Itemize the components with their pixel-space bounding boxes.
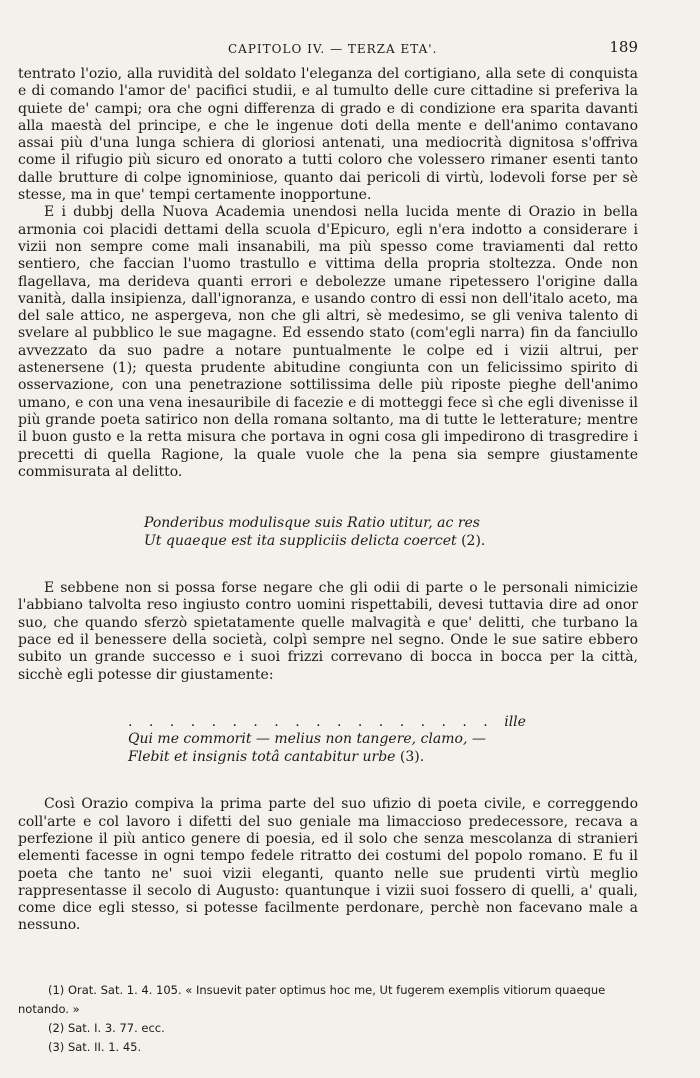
footnote-text: Orat. Sat. 1. 4. 105. « Insuevit pater optimus hoc me, Ut fugerem exemplis vitiorum quaeque notando. » [18, 982, 606, 1016]
paragraph-1: tentrato l'ozio, alla ruvidità del soldato l'eleganza del cortigiano, alla sete di conquista e di comando l'amor de' pacifici studii, e al tumulto delle cure cittadine si preferiva la quiete de' campi; ora che ogni differenza di grado e di condizione era sparita davanti alla maestà del principe, e che le ingenue doti della mente e dell'animo contavano assai più d'una lunga schiera di gloriosi antenati, una mediocrità dignitosa s'offriva come il rifugio più sicuro ed onorato a tutti coloro che volessero rimaner esenti tanto dalle brutture di colpe ignominiose, quanto dai pericoli di virtù, lodevoli forse per sè stesse, ma in que' tempi certamente inopportune. [18, 66, 638, 204]
paragraph-3: E sebbene non si possa forse negare che gli odii di parte o le personali nimicizie l'abbiano talvolta reso ingiusto contro uomini rispettabili, devesi tuttavia dire ad onor suo, che quando sferzò spietatamente quelle malvagità e que' delitti, che turbano la pace ed il benessere della società, colpì sempre nel segno. Onde le sue satire ebbero subito un grande successo e i suoi frizzi correvano di bocca in bocca per la città, sicchè egli potesse dir giustamente: [18, 580, 638, 683]
verse-quote-2 [128, 714, 638, 767]
paragraph-4: Così Orazio compiva la prima parte del suo ufizio di poeta civile, e correggendo coll'arte e col lavoro i difetti del suo geniale ma limaccioso predecessore, recava a perfezione il più antico genere di poesia, ed il solo che senza mescolanza di stranieri elementi facesse in ogni tempo fedele ritratto dei costumi del popolo romano. E fu il poeta che tanto ne' suoi vizii eleganti, quanto nelle sue prudenti virtù meglio rappresentasse il secolo di Augusto: quantunque i vizii suoi fossero di quelli, a' quali, come dice egli stesso, si potesse facilmente perdonare, perchè non facevano male a nessuno. [18, 796, 638, 934]
footnote [18, 1019, 638, 1038]
verse-line: Qui me commorit — melius non tangere, clamo, — [128, 731, 486, 748]
running-head: CAPITOLO IV. — TERZA ETA'. [228, 42, 438, 56]
footnote [18, 1038, 638, 1057]
footnote-number: (2) [48, 1020, 65, 1035]
footnotes [18, 981, 638, 1057]
footnote-text: Sat. II. 1. 45. [67, 1039, 142, 1054]
footnote [18, 981, 638, 1019]
footnote-ref: (2). [461, 532, 486, 549]
paragraph-2: E i dubbj della Nuova Academia unendosi nella lucida mente di Orazio in bella armonia coi placidi dettami della scuola d'Epicuro, egli n'era indotto a considerare i vizii non sempre come mali insanabili, ma più spesso come traviamenti dal retto sentiero, che faccian l'uomo trastullo e vittima della propria stoltezza. Onde non flagellava, ma derideva quanti errori e debolezze umane ripetessero l'origine dalla vanità, dalla insipienza, dall'ignoranza, e usando contro di essi non dell'italo aceto, ma del sale attico, ne aspergeva, non che gli altri, sè medesimo, se gli veniva talento di svelare al pubblico le sue magagne. Ed essendo stato (com'egli narra) fin da fanciullo avvezzato da suo padre a notare puntualmente le colpe ed i vizii altrui, per astenersene (1); questa prudente abitudine congiunta con un felicissimo spirito di osservazione, con una penetrazione sottilissima delle più riposte pieghe dell'animo umano, e con una vena inesauribile di facezie e di motteggi fece sì che egli divenisse il più grande poeta satirico non della romana soltanto, ma di tutte le letterature; mentre il buon gusto e la retta misura che portava in ogni cosa gli impedirono di trasgredire i precetti di quella Ragione, la quale vuole che la pena sia sempre giustamente commisurata al delitto. [18, 204, 638, 480]
footnote-number: (3) [48, 1039, 65, 1054]
verse-line [128, 749, 638, 767]
page-number: 189 [609, 38, 638, 56]
verse-line [144, 533, 638, 551]
verse-text: Flebit et insignis totâ cantabitur urbe [128, 748, 396, 765]
verse-line: Ponderibus modulisque suis Ratio utitur, ac res [144, 515, 480, 532]
verse-line [128, 714, 638, 732]
ellipsis-dots: . . . . . . . . . . . . . . . . . . [128, 713, 494, 730]
footnote-text: Sat. I. 3. 77. ecc. [67, 1020, 165, 1035]
verse-text: ille [504, 713, 526, 730]
verse-quote-1 [144, 515, 638, 550]
footnote-ref: (3). [399, 748, 425, 765]
verse-text: Ut quaeque est ita suppliciis delicta coercet [144, 532, 457, 549]
page-header [18, 36, 638, 66]
footnote-number: (1) [48, 982, 65, 997]
